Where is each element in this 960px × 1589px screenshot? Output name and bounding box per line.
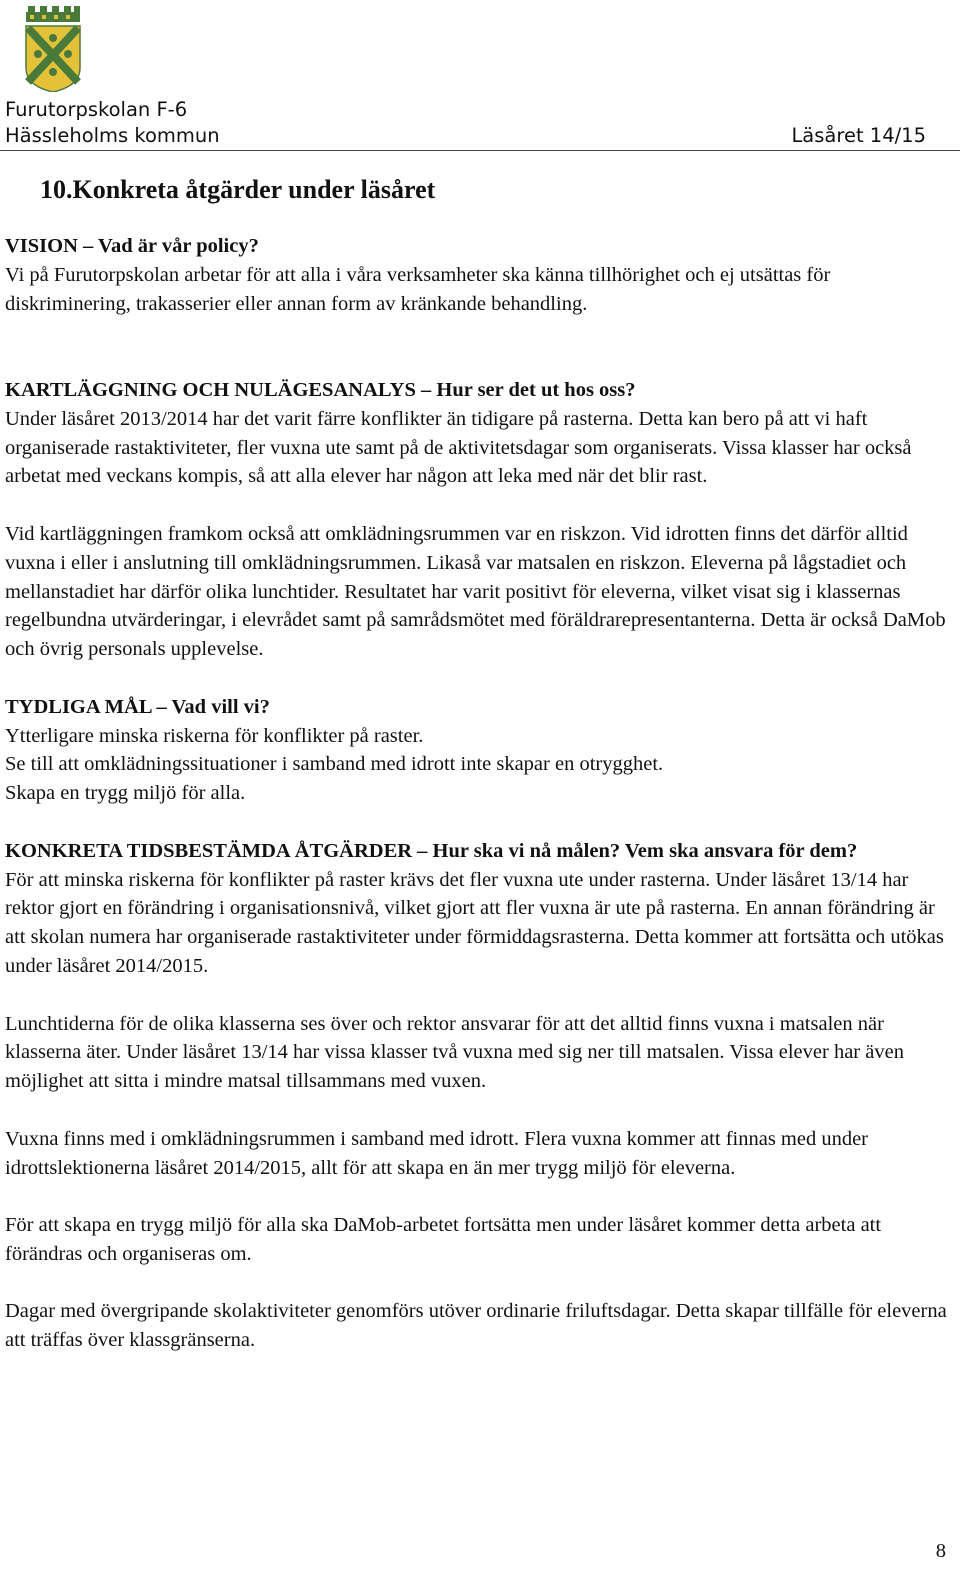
header-divider [0, 150, 960, 151]
mal-line-2: Se till att omklädningssituationer i samband med idrott inte skapar en otrygghet. [5, 753, 664, 776]
kartlaggning-paragraph-2: Vid kartläggningen framkom också att omklädningsrummen var en riskzon. Vid idrotten finns det därför alltid vuxna i eller i anslutning till omklädningsrummen. Likaså var matsalen en riskzon. Eleverna på lågstadiet och mellanstadiet har därför olika lunchtider. Resultatet har varit positivt för eleverna, vilket visat sig i klassernas regelbundna utvärderingar, i elevrådet samt på samrådsmötet med föräldrarepresentanterna. Detta är också DaMob och övrig personals upplevelse. [5, 522, 946, 661]
vision-heading: VISION – Vad är vår policy? [5, 235, 259, 257]
document-body [5, 170, 950, 1355]
page-number: 8 [935, 1540, 946, 1562]
section-title: 10.Konkreta åtgärder under läsåret [40, 175, 436, 204]
atgarder-paragraph-3: Vuxna finns med i omklädningsrummen i samband med idrott. Flera vuxna kommer att finnas med under idrottslektionerna läsåret 2014/2015, allt för att skapa en än mer trygg miljö för eleverna. [5, 1127, 869, 1179]
header-municipality: Hässleholms kommun [5, 124, 220, 147]
mal-heading: TYDLIGA MÅL – Vad vill vi? [5, 695, 270, 718]
atgarder-paragraph-2: Lunchtiderna för de olika klasserna ses över och rektor ansvarar för att det alltid finns vuxna i matsalen när klasserna äter. Under läsåret 13/14 har vissa klasser två vuxna med sig ner till matsalen. Vissa elever har även möjlighet att sitta i mindre matsal tillsammans med vuxen. [5, 1012, 904, 1093]
mal-line-1: Ytterligare minska riskerna för konflikter på raster. [5, 724, 424, 747]
atgarder-paragraph-5: Dagar med övergripande skolaktiviteter genomförs utöver ordinarie friluftsdagar. Detta skapar tillfälle för eleverna att träffas över klassgränserna. [5, 1300, 947, 1352]
mal-line-3: Skapa en trygg miljö för alla. [5, 782, 246, 805]
kartlaggning-paragraph-1: Under läsåret 2013/2014 har det varit färre konflikter än tidigare på rasterna. Detta kan bero på att vi haft organiserade rastaktiviteter, fler vuxna ute samt på de aktivitetsdagar som organiserats. Vissa klasser har också arbetat med veckans kompis, så att alla elever har någon att leka med när det blir rast. [5, 407, 912, 488]
header-school-name: Furutorpskolan F-6 [5, 98, 188, 121]
coat-of-arms-logo [24, 6, 82, 92]
atgarder-paragraph-4: För att skapa en trygg miljö för alla ska DaMob-arbetet fortsätta men under läsåret kommer detta arbeta att förändras och organiseras om. [5, 1214, 882, 1265]
atgarder-heading: KONKRETA TIDSBESTÄMDA ÅTGÄRDER – Hur ska vi nå målen? Vem ska ansvara för dem? [5, 839, 858, 862]
header-school-year: Läsåret 14/15 [791, 124, 926, 147]
atgarder-paragraph-1: För att minska riskerna för konflikter på raster krävs det fler vuxna ute under rasterna. Under läsåret 13/14 har rektor gjort en förändring i organisationsnivå, vilket gjort att fler vuxna är ute på rasterna. En annan förändring är att skolan numera har organiserade rastaktiviteter under förmiddagsrasterna. Detta kommer att fortsätta och utökas under läsåret 2014/2015. [5, 868, 944, 977]
vision-text: Vi på Furutorpskolan arbetar för att alla i våra verksamheter ska känna tillhörighet och ej utsättas för diskriminering, trakasserier eller annan form av kränkande behandling. [5, 263, 831, 315]
kartlaggning-heading: KARTLÄGGNING OCH NULÄGESANALYS – Hur ser det ut hos oss? [5, 378, 636, 401]
